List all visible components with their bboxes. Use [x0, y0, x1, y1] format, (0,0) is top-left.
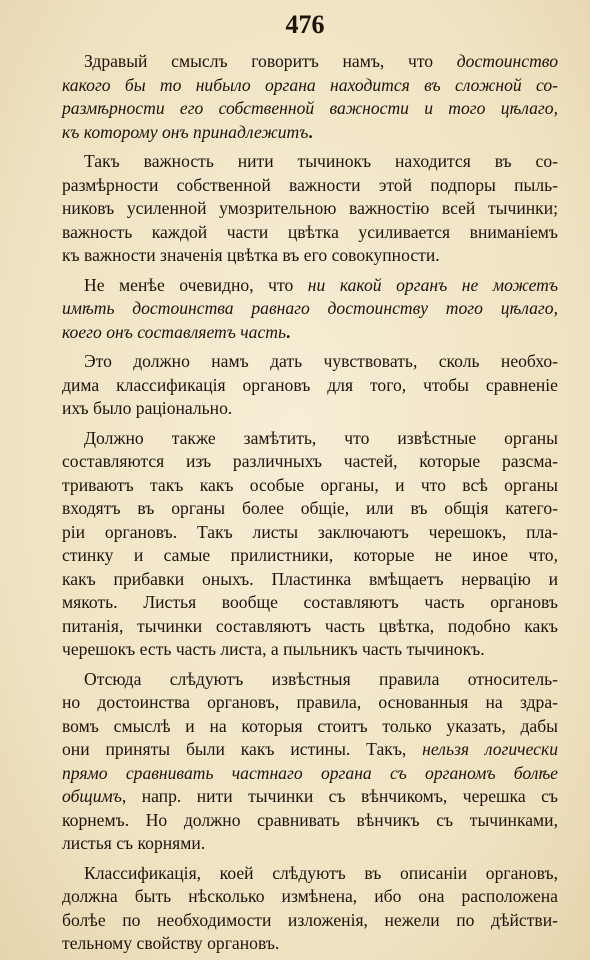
- text-line: [62, 274, 558, 298]
- text-line: [62, 932, 558, 956]
- text-segment: .: [286, 321, 291, 342]
- text-segment: стинку и самые прилистники, которые не иное что,: [62, 545, 558, 565]
- text-segment: листья съ корнями.: [62, 833, 206, 853]
- text-segment: триваютъ такъ какъ особые органы, и что всѣ органы: [62, 474, 558, 495]
- text-segment: Не менѣе очевидно, что: [84, 274, 308, 295]
- text-segment: они приняты были какъ истины. Такъ,: [62, 739, 423, 759]
- text-segment: .: [308, 121, 313, 142]
- text-line: [62, 909, 558, 933]
- text-line: [62, 174, 558, 198]
- text-line: [62, 715, 558, 739]
- text-line: [62, 638, 558, 662]
- paragraph: [62, 668, 558, 856]
- text-segment: корнемъ. Но должно сравнивать вѣнчикъ съ тычинками,: [62, 809, 558, 830]
- text-segment: , напр. нити тычинки съ вѣнчикомъ, черешка съ: [121, 786, 558, 806]
- text-segment: важность каждой части цвѣтка усиливается вниманіемъ: [62, 221, 558, 242]
- italic-text-segment: прямо сравнивать частнаго органа съ органомъ болѣе: [62, 762, 558, 783]
- text-line: [62, 221, 558, 245]
- text-line: [62, 50, 558, 74]
- paragraph: [62, 350, 558, 421]
- italic-text-segment: размѣрности его собственной важности и того цѣлаго,: [62, 98, 558, 118]
- italic-text-segment: коего онъ составляетъ часть: [62, 321, 286, 342]
- text-segment: какъ прибавки оныхъ. Пластинка вмѣщаетъ нервацію и: [62, 568, 558, 589]
- text-segment: мякоть. Листья вообще составляютъ часть органовъ: [62, 592, 558, 612]
- text-line: [62, 397, 558, 421]
- text-line: [62, 350, 558, 374]
- paragraph: [62, 50, 558, 144]
- italic-text-segment: нельзя логически: [422, 739, 558, 759]
- paragraph: [62, 150, 558, 268]
- italic-text-segment: достоинство: [456, 51, 558, 71]
- italic-text-segment: какого бы то нибыло органа находится въ сложной со-: [62, 74, 558, 95]
- text-segment: размѣрности собственной важности этой подпоры пыль-: [62, 174, 558, 195]
- text-line: [62, 150, 558, 174]
- text-body: [62, 50, 558, 956]
- text-segment: входятъ въ органы более общіе, или въ общія катего-: [62, 498, 558, 518]
- text-segment: къ важности значенія цвѣтка въ его совокупности.: [62, 245, 440, 265]
- text-line: [62, 785, 558, 809]
- text-line: [62, 427, 558, 451]
- text-line: [62, 321, 558, 345]
- text-segment: Это должно намъ дать чувствовать, сколь необхо-: [84, 351, 558, 371]
- text-segment: но достоинства органовъ, правила, основанныя на здра-: [62, 692, 558, 712]
- paragraph: [62, 274, 558, 345]
- text-line: [62, 97, 558, 121]
- text-segment: Отсюда слѣдуютъ извѣстныя правила относитель-: [84, 668, 558, 689]
- text-segment: Такъ важность нити тычинокъ находится въ со-: [84, 151, 558, 171]
- text-line: [62, 885, 558, 909]
- text-line: [62, 497, 558, 521]
- text-line: [62, 450, 558, 474]
- italic-text-segment: общимъ: [62, 786, 122, 806]
- text-line: [62, 738, 558, 762]
- text-line: [62, 521, 558, 545]
- text-segment: составляются изъ различныхъ частей, которые разсма-: [62, 451, 558, 471]
- text-segment: питанія, тычинки составляютъ часть цвѣтка, подобно какъ: [62, 615, 558, 636]
- text-segment: тельному свойству органовъ.: [62, 933, 280, 953]
- text-line: [62, 668, 558, 692]
- text-line: [62, 762, 558, 786]
- text-segment: должна быть нѣсколько измѣнена, ибо она расположена: [62, 886, 558, 906]
- text-line: [62, 474, 558, 498]
- italic-text-segment: ни какой органъ не можетъ: [307, 274, 558, 295]
- text-line: [62, 862, 558, 886]
- text-line: [62, 615, 558, 639]
- text-segment: дима классификація органовъ для того, чтобы сравненіе: [62, 374, 558, 395]
- paragraph: [62, 862, 558, 956]
- text-line: [62, 691, 558, 715]
- text-line: [62, 244, 558, 268]
- text-segment: вомъ смыслѣ и на которыя стоитъ только указать, дабы: [62, 715, 558, 736]
- text-line: [62, 832, 558, 856]
- page-number: 476: [285, 10, 325, 39]
- text-segment: ихъ было раціонально.: [62, 398, 233, 418]
- text-line: [62, 74, 558, 98]
- text-line: [62, 591, 558, 615]
- text-line: [62, 568, 558, 592]
- text-line: [62, 544, 558, 568]
- text-segment: никовъ усиленной умозрительною важностію всей тычинки;: [62, 198, 558, 218]
- text-line: [62, 121, 558, 145]
- text-line: [62, 374, 558, 398]
- text-segment: Должно также замѣтить, что извѣстные органы: [84, 427, 558, 448]
- text-segment: черешокъ есть часть листа, а пыльникъ часть тычинокъ.: [62, 639, 485, 659]
- text-line: [62, 809, 558, 833]
- text-segment: Классификація, коей слѣдуютъ въ описаніи органовъ,: [84, 862, 558, 883]
- text-line: [62, 297, 558, 321]
- text-segment: Здравый смыслъ говоритъ намъ, что: [84, 51, 457, 71]
- italic-text-segment: имѣть достоинства равнаго достоинству того цѣлаго,: [62, 298, 558, 318]
- italic-text-segment: къ которому онъ принадлежитъ: [62, 121, 309, 142]
- text-segment: болѣе по необходимости изложенія, нежели по дѣйстви-: [62, 909, 558, 930]
- text-segment: ріи органовъ. Такъ листы заключаютъ черешокъ, пла-: [62, 521, 558, 542]
- text-line: [62, 197, 558, 221]
- paragraph: [62, 427, 558, 662]
